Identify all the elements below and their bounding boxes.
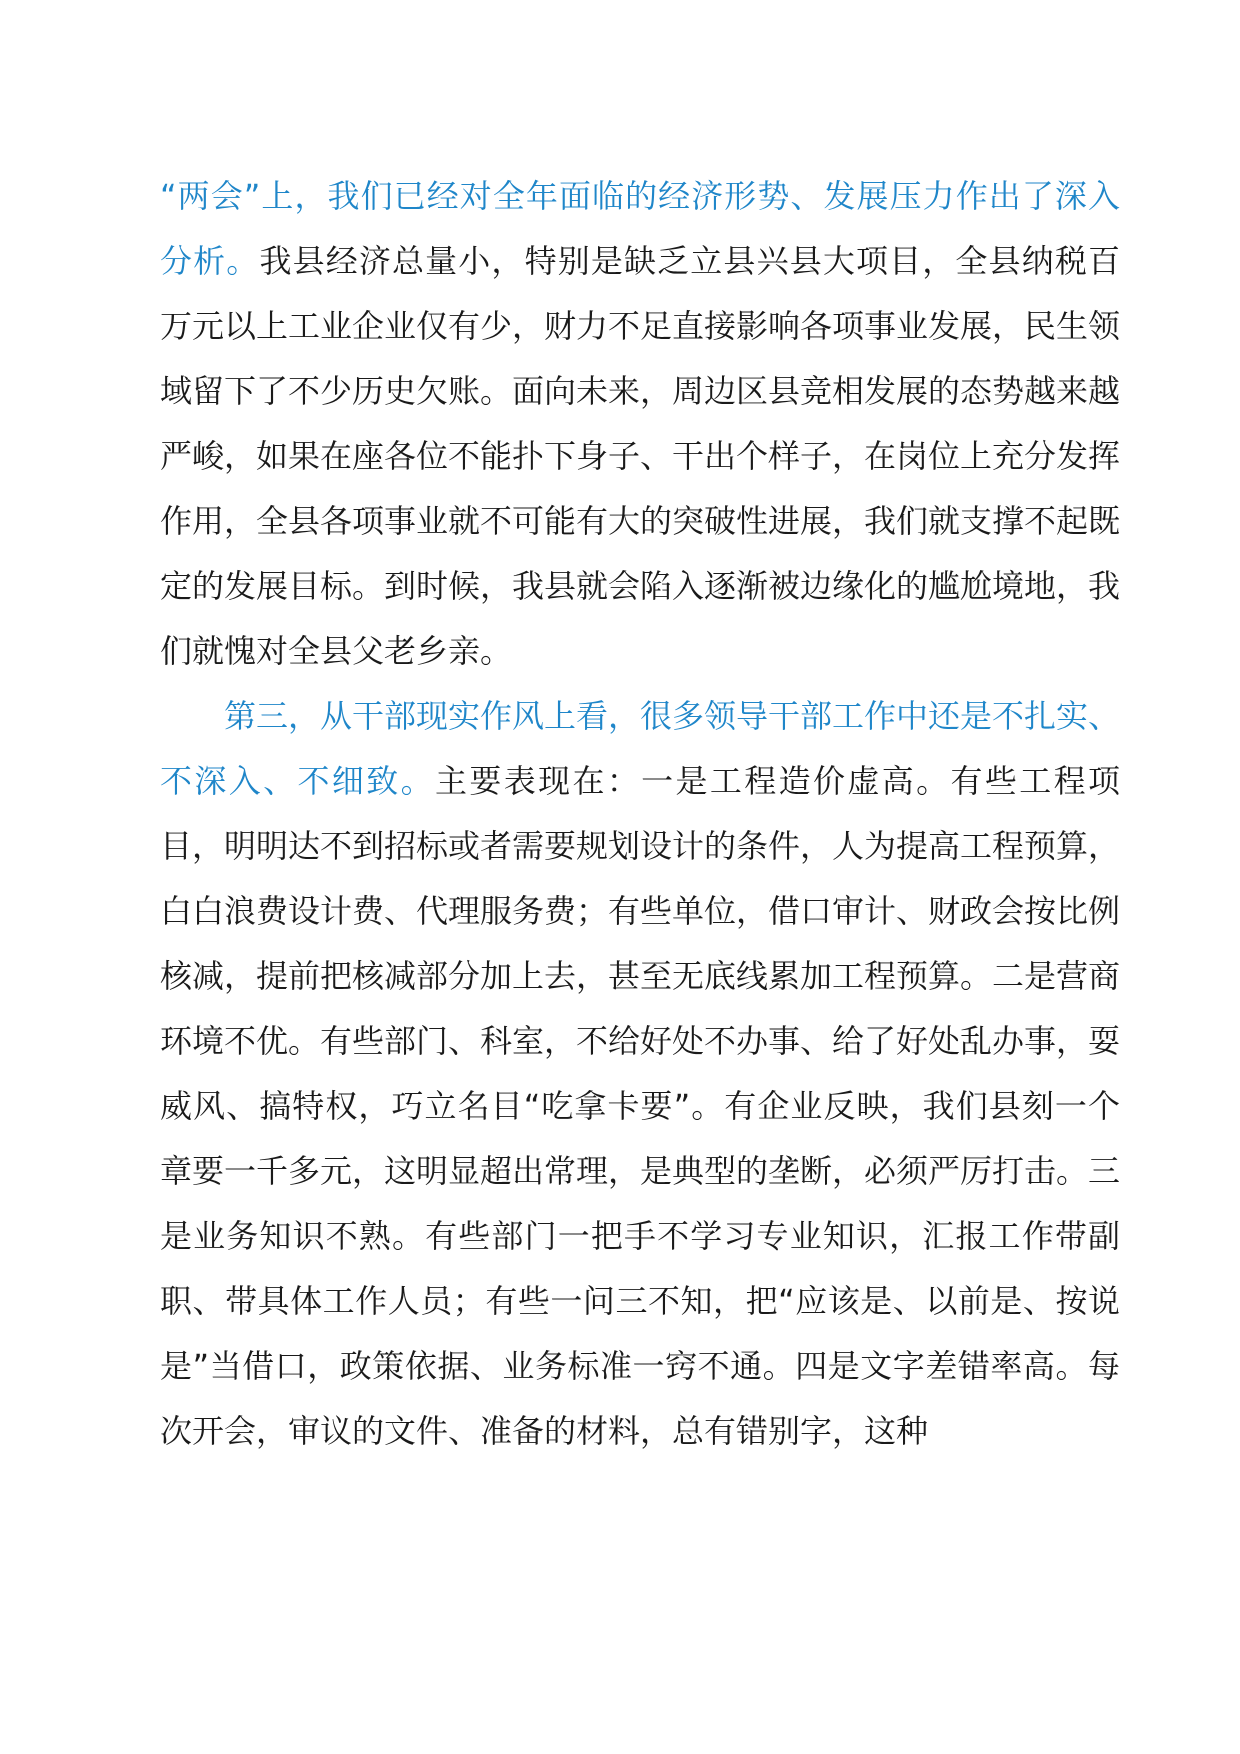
paragraph-1 — [160, 164, 1120, 684]
paragraph-2-body: 主要表现在：一是工程造价虚高。有些工程项目，明明达不到招标或者需要规划设计的条件，人为提高工程预算，白白浪费设计费、代理服务费；有些单位，借口审计、财政会按比例核减，提前把核减部分加上去，甚至无底线累加工程预算。二是营商环境不优。有些部门、科室，不给好处不办事、给了好处乱办事，耍威风、搞特权，巧立名目“吃拿卡要”。有企业反映，我们县刻一个章要一千多元，这明显超出常理，是典型的垄断，必须严厉打击。三是业务知识不熟。有些部门一把手不学习专业知识，汇报工作带副职、带具体工作人员；有些一问三不知，把“应该是、以前是、按说是”当借口，政策依据、业务标准一窍不通。四是文字差错率高。每次开会，审议的文件、准备的材料，总有错别字，这种 — [160, 762, 1121, 1450]
paragraph-1-body: 我县经济总量小，特别是缺乏立县兴县大项目，全县纳税百万元以上工业企业仅有少，财力不足直接影响各项事业发展，民生领域留下了不少历史欠账。面向未来，周边区县竞相发展的态势越来越严峻，如果在座各位不能扑下身子、干出个样子，在岗位上充分发挥作用，全县各项事业就不可能有大的突破性进展，我们就支撑不起既定的发展目标。到时候，我县就会陷入逐渐被边缘化的尴尬境地，我们就愧对全县父老乡亲。 — [160, 242, 1121, 670]
paragraph-2-highlight: 第三，从干部现实作风上看，很多领导干部工作中还是不扎实、不深入、不细致。 — [160, 697, 1121, 800]
paragraph-1-highlight: “两会”上，我们已经对全年面临的经济形势、发展压力作出了深入分析。 — [160, 177, 1120, 280]
document-body — [160, 164, 1120, 1464]
paragraph-2 — [160, 684, 1120, 1464]
